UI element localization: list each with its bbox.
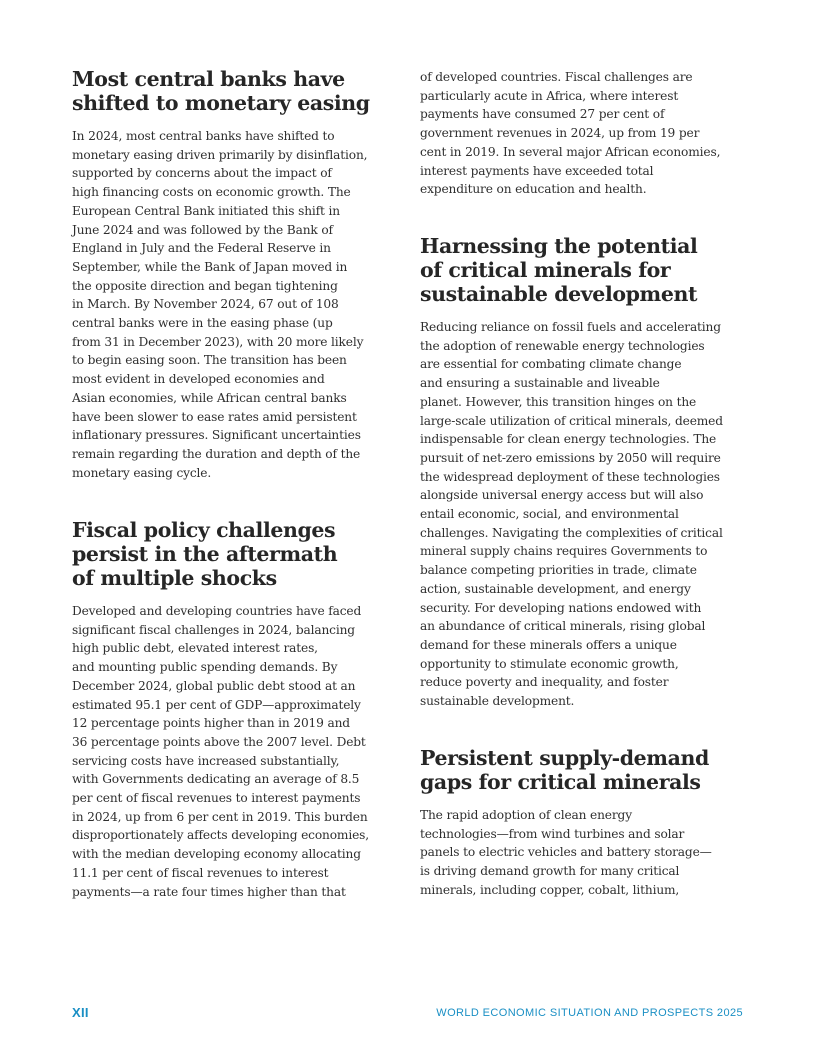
text-line: indispensable for clean energy technologies. The [420,432,717,447]
text-line: per cent of fiscal revenues to interest payments [72,791,361,806]
text-line: expenditure on education and health. [420,182,647,197]
text-line: June 2024 and was followed by the Bank of [72,222,333,237]
section-heading-fiscal-policy [72,518,412,590]
text-line: most evident in developed economies and [72,372,325,387]
text-line: sustainable development. [420,694,575,709]
section-heading-supply-demand-gaps [420,746,760,794]
text-line: in March. By November 2024, 67 out of 108 [72,297,339,312]
text-line: particularly acute in Africa, where interest [420,88,679,103]
text-line: interest payments have exceeded total [420,163,654,178]
text-line: panels to electric vehicles and battery storage— [420,845,712,860]
text-line: 11.1 per cent of fiscal revenues to interest [72,865,329,880]
text-line: disproportionately affects developing economies, [72,828,369,843]
text-line: and ensuring a sustainable and liveable [420,376,660,391]
text-line: are essential for combating climate change [420,357,682,372]
heading-line: Harnessing the potential [420,234,698,258]
text-line: estimated 95.1 per cent of GDP—approximately [72,697,361,712]
text-line: cent in 2019. In several major African economies, [420,144,721,159]
text-line: with the median developing economy allocating [72,847,361,862]
text-line: monetary easing driven primarily by disinflation, [72,147,368,162]
text-line: minerals, including copper, cobalt, lithium, [420,882,680,897]
text-line: supported by concerns about the impact of [72,166,332,181]
text-line: remain regarding the duration and depth of the [72,446,361,461]
text-line: is driving demand growth for many critical [420,864,680,879]
text-line: European Central Bank initiated this shift in [72,203,340,218]
text-line: In 2024, most central banks have shifted to [72,129,335,143]
text-line: an abundance of critical minerals, rising global [420,619,706,634]
text-line: 12 percentage points higher than in 2019 and [72,716,350,731]
heading-line: of multiple shocks [72,566,277,590]
text-line: September, while the Bank of Japan moved in [72,259,348,274]
text-line: mineral supply chains requires Governments to [420,544,708,559]
text-line: the opposite direction and began tightening [72,278,338,293]
heading-line: Most central banks have [72,67,345,91]
text-line: Reducing reliance on fossil fuels and accelerating [420,320,721,334]
running-footer-title: WORLD ECONOMIC SITUATION AND PROSPECTS 2025 [436,1007,743,1019]
text-line: pursuit of net-zero emissions by 2050 will require [420,450,721,465]
text-line: of developed countries. Fiscal challenges are [420,70,693,84]
text-line: alongside universal energy access but will also [420,488,704,503]
heading-line: shifted to monetary easing [72,91,370,115]
text-line: planet. However, this transition hinges on the [420,394,697,409]
heading-line: Fiscal policy challenges [72,518,336,542]
text-line: The rapid adoption of clean energy [420,808,632,822]
text-line: from 31 in December 2023), with 20 more likely [72,334,364,349]
text-line: significant fiscal challenges in 2024, balancing [72,622,355,637]
text-line: high public debt, elevated interest rates, [72,641,318,656]
text-line: action, sustainable development, and energy [420,581,691,596]
text-line: payments—a rate four times higher than that [72,884,346,899]
section-heading-critical-minerals [420,234,760,306]
text-line: December 2024, global public debt stood at an [72,678,356,693]
text-line: payments have consumed 27 per cent of [420,107,665,122]
text-line: balance competing priorities in trade, climate [420,563,697,578]
section-body-supply-demand-gaps [420,806,760,900]
section-body-critical-minerals [420,318,760,711]
text-line: and mounting public spending demands. By [72,660,338,675]
heading-line: persist in the aftermath [72,542,338,566]
text-line: Developed and developing countries have faced [72,604,362,618]
text-line: 36 percentage points above the 2007 level. Debt [72,734,366,749]
text-line: high financing costs on economic growth. The [72,185,351,200]
text-line: England in July and the Federal Reserve in [72,241,331,256]
text-line: have been slower to ease rates amid persistent [72,409,357,424]
text-line: central banks were in the easing phase (up [72,316,333,331]
text-line: to begin easing soon. The transition has been [72,353,347,368]
text-line: government revenues in 2024, up from 19 per [420,126,700,141]
text-line: with Governments dedicating an average of 8.5 [72,772,360,787]
heading-line: sustainable development [420,282,698,306]
text-line: servicing costs have increased substantially, [72,753,340,768]
text-line: security. For developing nations endowed with [420,600,702,615]
section-body-monetary-easing [72,127,412,482]
heading-line: of critical minerals for [420,258,671,282]
section-heading-monetary-easing [72,67,412,115]
text-line: inflationary pressures. Significant uncertainties [72,428,361,443]
text-line: Asian economies, while African central banks [72,390,347,405]
heading-line: Persistent supply-demand [420,746,709,770]
section-body-fiscal-policy-continued [420,68,760,199]
page-number: XII [72,1005,89,1020]
text-line: technologies—from wind turbines and solar [420,826,685,841]
text-line: the adoption of renewable energy technologies [420,338,705,353]
text-line: reduce poverty and inequality, and foster [420,675,669,690]
text-line: demand for these minerals offers a unique [420,637,677,652]
text-line: opportunity to stimulate economic growth, [420,656,679,671]
section-body-fiscal-policy [72,602,412,901]
text-line: monetary easing cycle. [72,465,212,480]
text-line: entail economic, social, and environmental [420,507,679,522]
text-line: the widespread deployment of these technologies [420,469,720,484]
text-line: in 2024, up from 6 per cent in 2019. This burden [72,809,368,824]
text-line: challenges. Navigating the complexities of critical [420,525,723,540]
heading-line: gaps for critical minerals [420,770,701,794]
text-line: large-scale utilization of critical minerals, deemed [420,413,723,428]
